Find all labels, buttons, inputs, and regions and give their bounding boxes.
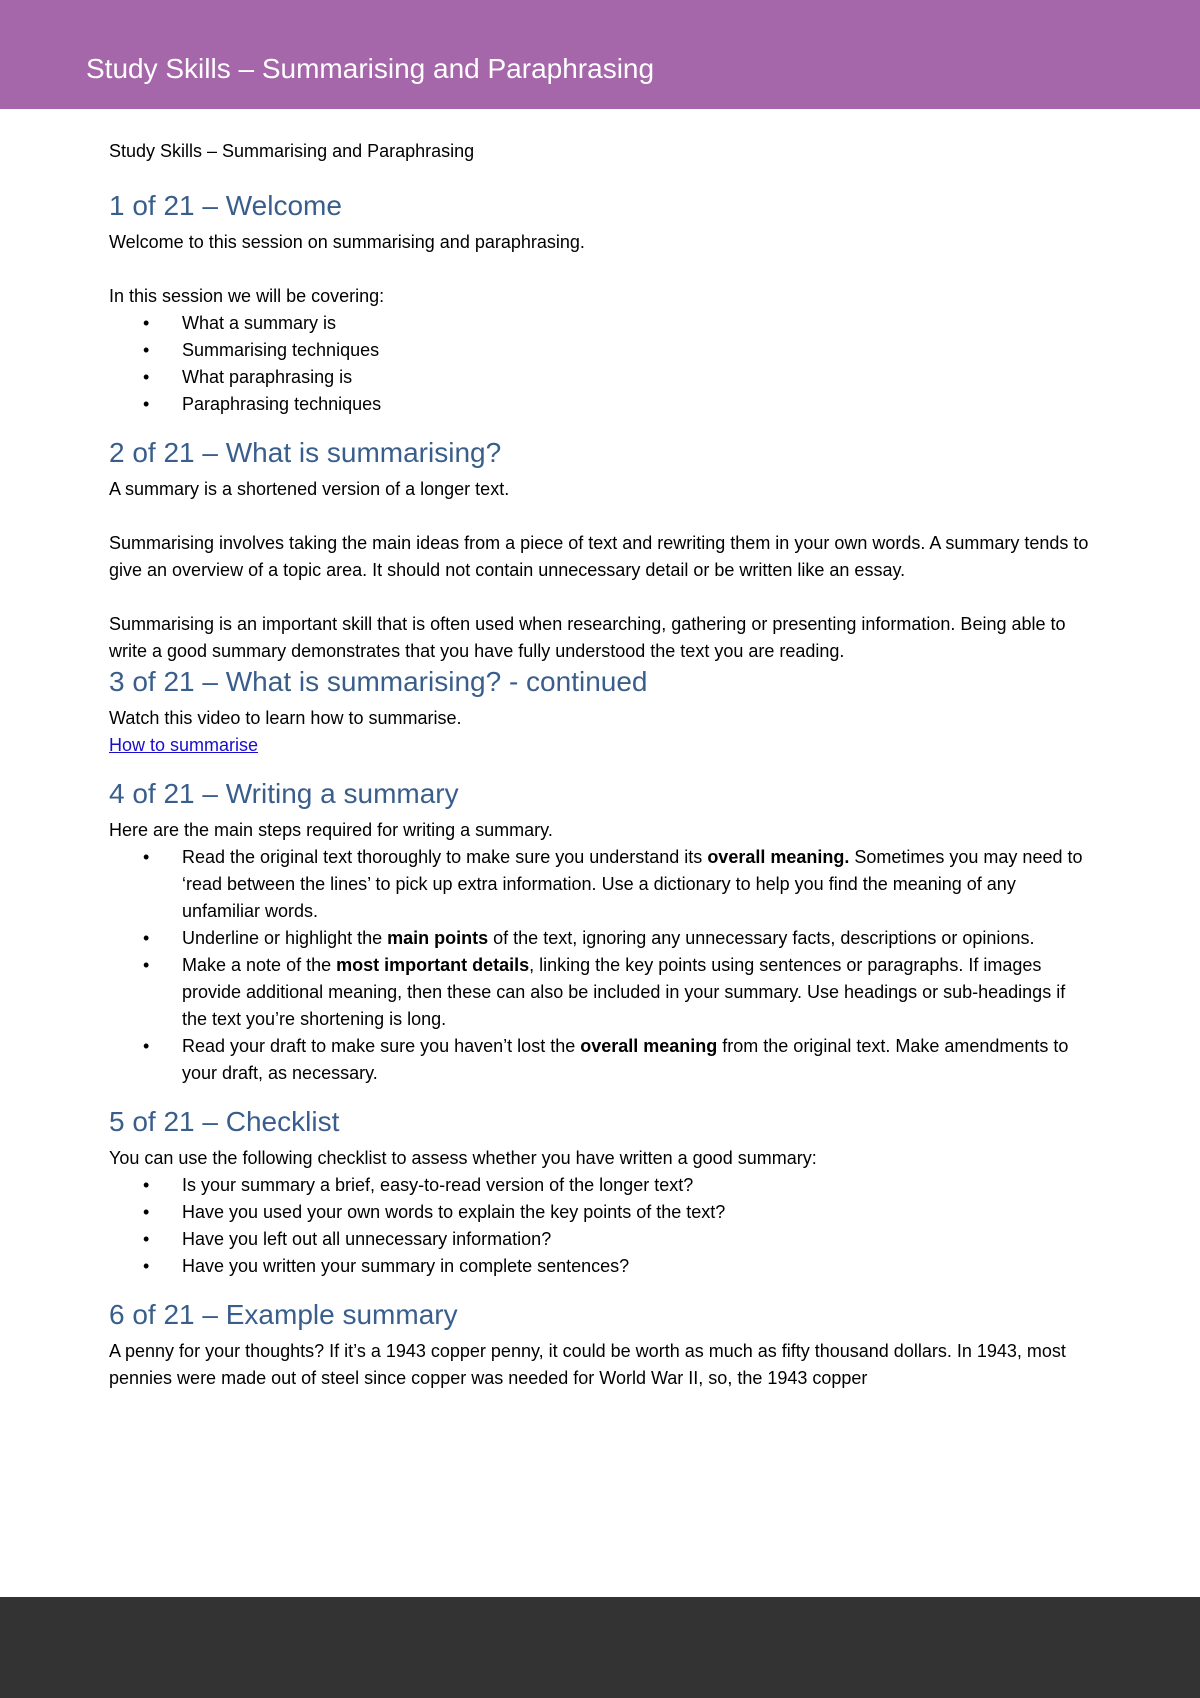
section-2-para-3: Summarising is an important skill that is often used when researching, gathering or presenting information. Being able to write a good summary demonstrates that you have fully understood the text you are reading.: [109, 614, 1066, 661]
header-title: Study Skills – Summarising and Paraphrasing: [86, 53, 655, 84]
section-3-heading: 3 of 21 – What is summarising? - continued: [109, 666, 648, 697]
section-3-para: Watch this video to learn how to summarise.: [109, 708, 462, 728]
section-4-list: [109, 844, 1089, 1087]
header-band: [0, 0, 1200, 109]
list-item: • Underline or highlight the main points of the text, ignoring any unnecessary facts, descriptions or opinions.: [109, 925, 1089, 952]
list-item: • Have you left out all unnecessary information?: [109, 1226, 1089, 1253]
section-1-heading: 1 of 21 – Welcome: [109, 190, 342, 221]
section-1-lead: In this session we will be covering:: [109, 286, 385, 306]
section-5-heading: 5 of 21 – Checklist: [109, 1106, 340, 1137]
how-to-summarise-link[interactable]: How to summarise: [109, 735, 259, 755]
section-2-heading: 2 of 21 – What is summarising?: [109, 437, 502, 468]
section-4-intro: Here are the main steps required for writing a summary.: [109, 820, 553, 840]
document-title: Study Skills – Summarising and Paraphrasing: [109, 141, 475, 161]
section-4-heading: 4 of 21 – Writing a summary: [109, 778, 459, 809]
list-item: • What paraphrasing is: [109, 364, 1089, 391]
list-item: • What a summary is: [109, 310, 1089, 337]
section-1-list: [109, 310, 1089, 418]
section-5-intro: You can use the following checklist to assess whether you have written a good summary:: [109, 1148, 817, 1168]
section-1-intro: Welcome to this session on summarising and paraphrasing.: [109, 232, 585, 252]
list-item: • Summarising techniques: [109, 337, 1089, 364]
list-item: • Make a note of the most important details, linking the key points using sentences or paragraphs. If images provide additional meaning, then these can also be included in your summary. Use headings or sub-headings if the text you’re shortening is long.: [109, 952, 1089, 1033]
list-item: • Have you used your own words to explain the key points of the text?: [109, 1199, 1089, 1226]
section-2-para-1: A summary is a shortened version of a longer text.: [109, 479, 510, 499]
section-2-para-2: Summarising involves taking the main ideas from a piece of text and rewriting them in your own words. A summary tends to give an overview of a topic area. It should not contain unnecessary detail or be written like an essay.: [109, 533, 1089, 580]
list-item: • Have you written your summary in complete sentences?: [109, 1253, 1089, 1280]
footer-band: [0, 1597, 1200, 1698]
list-item: • Paraphrasing techniques: [109, 391, 1089, 418]
section-6-para: A penny for your thoughts? If it’s a 1943 copper penny, it could be worth as much as fifty thousand dollars. In 1943, most pennies were made out of steel since copper was needed for World War II, so, the 1943 copper: [109, 1341, 1066, 1388]
section-6-heading: 6 of 21 – Example summary: [109, 1299, 458, 1330]
document-body: [109, 138, 1089, 1392]
list-item: • Read the original text thoroughly to make sure you understand its overall meaning. Sometimes you may need to ‘read between the lines’ to pick up extra information. Use a dictionary to help you find the meaning of any unfamiliar words.: [109, 844, 1089, 925]
list-item: • Read your draft to make sure you haven’t lost the overall meaning from the original text. Make amendments to your draft, as necessary.: [109, 1033, 1089, 1087]
section-5-list: [109, 1172, 1089, 1280]
list-item: • Is your summary a brief, easy-to-read version of the longer text?: [109, 1172, 1089, 1199]
